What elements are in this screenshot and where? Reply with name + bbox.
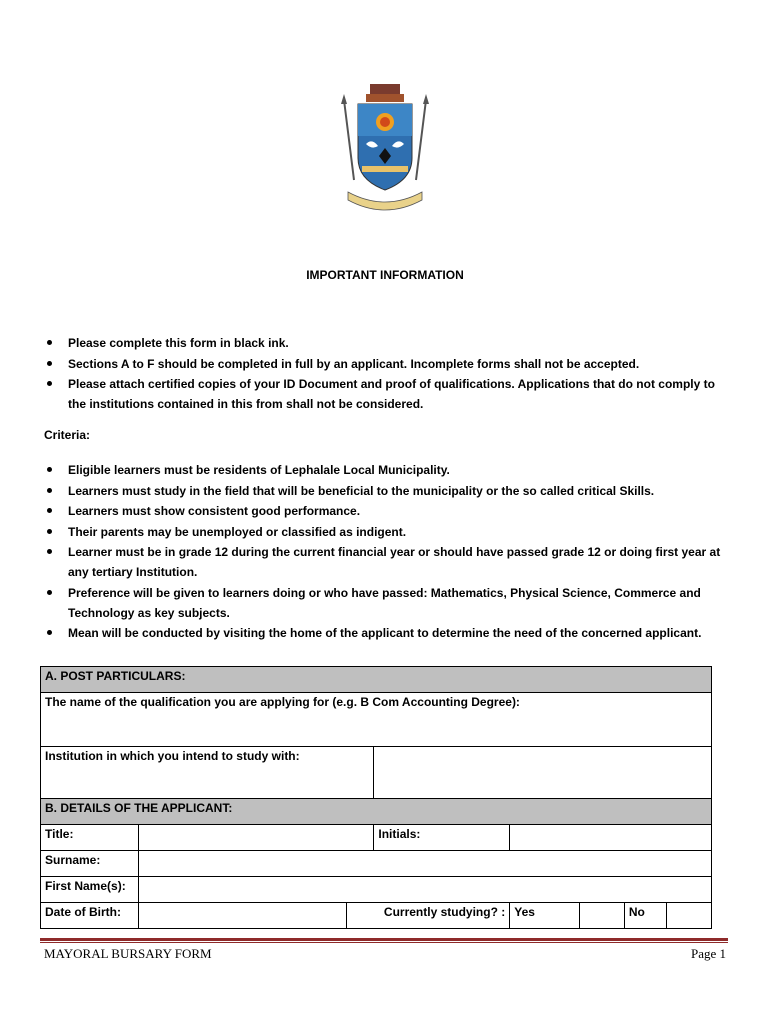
criteria-list [44,460,734,644]
section-a-header: A. POST PARTICULARS: [41,667,712,693]
qualification-label: The name of the qualification you are applying for (e.g. B Com Accounting Degree): [45,695,520,709]
studying-label: Currently studying? : [346,903,509,929]
institution-input[interactable] [374,747,712,799]
dob-input[interactable] [138,903,346,929]
coat-of-arms-icon [340,80,430,218]
footer-form-name: MAYORAL BURSARY FORM [44,946,212,961]
surname-label: Surname: [41,851,139,877]
dob-label: Date of Birth: [41,903,139,929]
criteria-label: Criteria: [44,428,91,442]
first-names-label: First Name(s): [41,877,139,903]
institution-label: Institution in which you intend to study with: [41,747,374,799]
initials-input[interactable] [510,825,712,851]
list-item: Learners must study in the field that will be beneficial to the municipality or the so called critical Skills. [44,481,734,501]
footer-divider [40,942,728,943]
qualification-field[interactable] [41,693,712,747]
initials-label: Initials: [374,825,510,851]
first-names-input[interactable] [138,877,711,903]
yes-label: Yes [510,903,580,929]
list-item: Please attach certified copies of your ID Document and proof of qualifications. Applications that do not comply to the institutions contained in this from shall not be considered. [44,374,734,414]
list-item: Please complete this form in black ink. [44,333,734,353]
instructions-list [44,333,734,415]
footer-page-number: Page 1 [690,946,726,961]
section-b-header: B. DETAILS OF THE APPLICANT: [41,799,712,825]
list-item: Sections A to F should be completed in full by an applicant. Incomplete forms shall not be accepted. [44,354,734,374]
title-input[interactable] [138,825,374,851]
yes-checkbox[interactable] [580,903,625,929]
list-item: Eligible learners must be residents of Lephalale Local Municipality. [44,460,734,480]
list-item: Learners must show consistent good performance. [44,501,734,521]
list-item: Their parents may be unemployed or classified as indigent. [44,522,734,542]
list-item: Learner must be in grade 12 during the current financial year or should have passed grade 12 or doing first year at any tertiary Institution. [44,542,734,582]
title-label: Title: [41,825,139,851]
footer-divider [40,938,728,941]
application-form [40,666,712,929]
list-item: Preference will be given to learners doing or who have passed: Mathematics, Physical Science, Commerce and Technology as key subjects. [44,583,734,623]
surname-input[interactable] [138,851,711,877]
page-title: IMPORTANT INFORMATION [306,268,464,282]
no-checkbox[interactable] [667,903,712,929]
list-item: Mean will be conducted by visiting the home of the applicant to determine the need of the concerned applicant. [44,623,734,643]
no-label: No [624,903,666,929]
